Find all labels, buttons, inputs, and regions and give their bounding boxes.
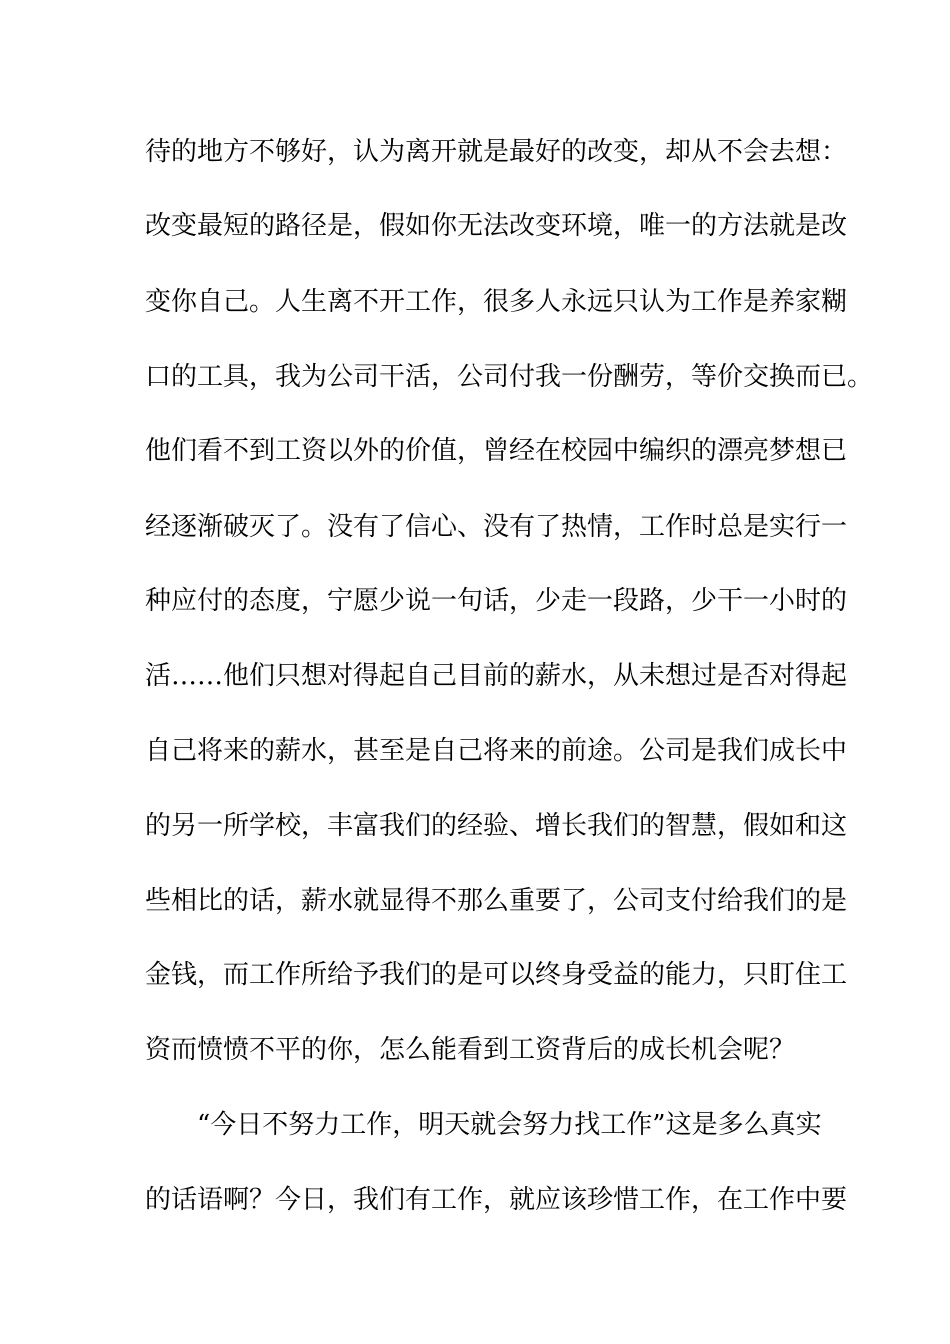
text-line-8: 活……他们只想对得起自己目前的薪水，从未想过是否对得起 [145, 661, 848, 691]
text-line-3: 变你自己。人生离不开工作，很多人永远只认为工作是养家糊 [145, 287, 848, 317]
text-line-15: 的话语啊？今日，我们有工作，就应该珍惜工作，在工作中要 [145, 1185, 848, 1215]
text-line-10: 的另一所学校，丰富我们的经验、增长我们的智慧，假如和这 [145, 811, 848, 841]
paragraph-first-line: “今日不努力工作，明天就会努力找工作”这是多么真实 [197, 1110, 822, 1140]
text-line-5: 他们看不到工资以外的价值，曾经在校园中编织的漂亮梦想已 [145, 436, 848, 466]
text-line-13: 资而愤愤不平的你，怎么能看到工资背后的成长机会呢？ [145, 1035, 796, 1065]
text-line-2: 改变最短的路径是，假如你无法改变环境，唯一的方法就是改 [145, 211, 848, 241]
text-line-11: 些相比的话，薪水就显得不那么重要了，公司支付给我们的是 [145, 886, 848, 916]
text-line-1: 待的地方不够好，认为离开就是最好的改变，却从不会去想： [145, 137, 848, 167]
text-line-7: 种应付的态度，宁愿少说一句话，少走一段路，少干一小时的 [145, 586, 848, 616]
text-line-9: 自己将来的薪水，甚至是自己将来的前途。公司是我们成长中 [145, 736, 848, 766]
text-line-12: 金钱，而工作所给予我们的是可以终身受益的能力，只盯住工 [145, 960, 848, 990]
text-line-4: 口的工具，我为公司干活，公司付我一份酬劳，等价交换而已。 [145, 362, 874, 392]
text-line-6: 经逐渐破灭了。没有了信心、没有了热情，工作时总是实行一 [145, 512, 848, 542]
